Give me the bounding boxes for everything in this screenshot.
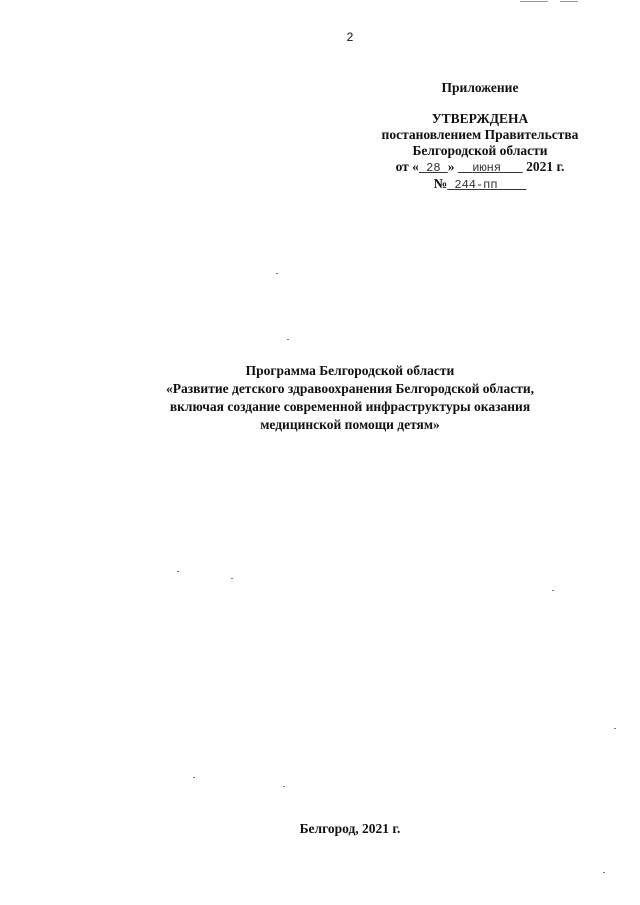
approved-label: УТВЕРЖДЕНА — [431, 111, 529, 126]
scan-artifact — [520, 1, 548, 2]
date-year: 2021 г. — [526, 159, 565, 174]
date-mid: » — [447, 159, 455, 174]
approval-number — [360, 176, 600, 193]
scan-artifact — [560, 1, 578, 2]
scan-speck — [552, 590, 554, 591]
date-day: 28 — [426, 161, 441, 175]
appendix-label: Приложение — [441, 80, 519, 95]
page-number: 2 — [346, 30, 354, 44]
title-line: медицинской помощи детям» — [260, 417, 440, 432]
title-line: «Развитие детского здравоохранения Белгородской области, — [165, 381, 535, 396]
date-month: июня — [472, 161, 502, 175]
approval-stamp-block — [360, 80, 600, 193]
scan-speck — [276, 273, 278, 274]
title-line: Программа Белгородской области — [245, 363, 455, 378]
number-prefix: № — [433, 176, 448, 191]
resolution-line: постановлением Правительства — [381, 127, 579, 142]
scan-speck — [283, 786, 285, 787]
scan-speck — [603, 872, 605, 873]
scan-speck — [231, 578, 233, 579]
title-line: включая создание современной инфраструктуры оказания — [169, 399, 531, 414]
scan-speck — [614, 728, 616, 729]
scan-speck — [193, 777, 195, 778]
scan-speck — [287, 339, 289, 340]
number-value: 244-пп — [454, 178, 498, 192]
program-title — [100, 362, 600, 434]
date-prefix: от « — [395, 159, 419, 174]
region-line: Белгородской области — [412, 143, 548, 158]
approval-date — [360, 159, 600, 176]
footer-city-year: Белгород, 2021 г. — [299, 821, 401, 836]
scan-speck — [177, 571, 179, 572]
